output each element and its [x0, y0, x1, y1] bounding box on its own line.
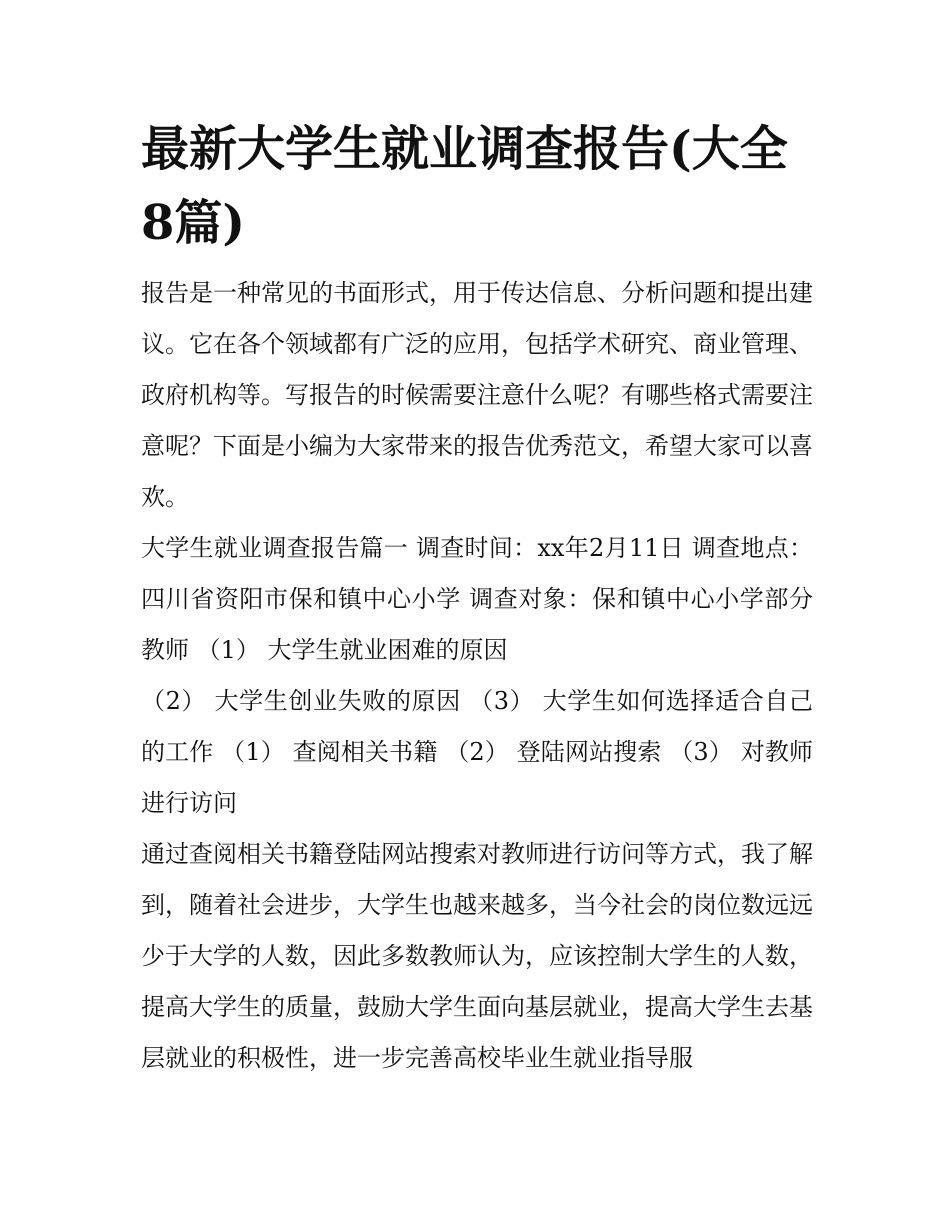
document-title: 最新大学生就业调查报告(大全8篇): [141, 121, 788, 251]
document-page: [141, 112, 813, 1084]
survey-info-paragraph: 大学生就业调查报告篇一 调查时间：xx年2月11日 调查地点：四川省资阳市保和镇中心小学 调查对象：保和镇中心小学部分教师 （1） 大学生就业困难的原因: [141, 534, 813, 664]
survey-items-paragraph: （2） 大学生创业失败的原因 （3） 大学生如何选择适合自己的工作 （1） 查阅相关书籍 （2） 登陆网站搜索 （3） 对教师进行访问: [141, 687, 813, 817]
findings-paragraph: 通过查阅相关书籍登陆网站搜索对教师进行访问等方式，我了解到，随着社会进步，大学生也越来越多，当今社会的岗位数远远少于大学的人数，因此多数教师认为，应该控制大学生的人数，提高大学生的质量，鼓励大学生面向基层就业，提高大学生去基层就业的积极性，进一步完善高校毕业生就业指导服: [141, 840, 813, 1072]
intro-paragraph: 报告是一种常见的书面形式，用于传达信息、分析问题和提出建议。它在各个领域都有广泛的应用，包括学术研究、商业管理、政府机构等。写报告的时候需要注意什么呢？有哪些格式需要注意呢？下面是小编为大家带来的报告优秀范文，希望大家可以喜欢。: [141, 279, 813, 511]
